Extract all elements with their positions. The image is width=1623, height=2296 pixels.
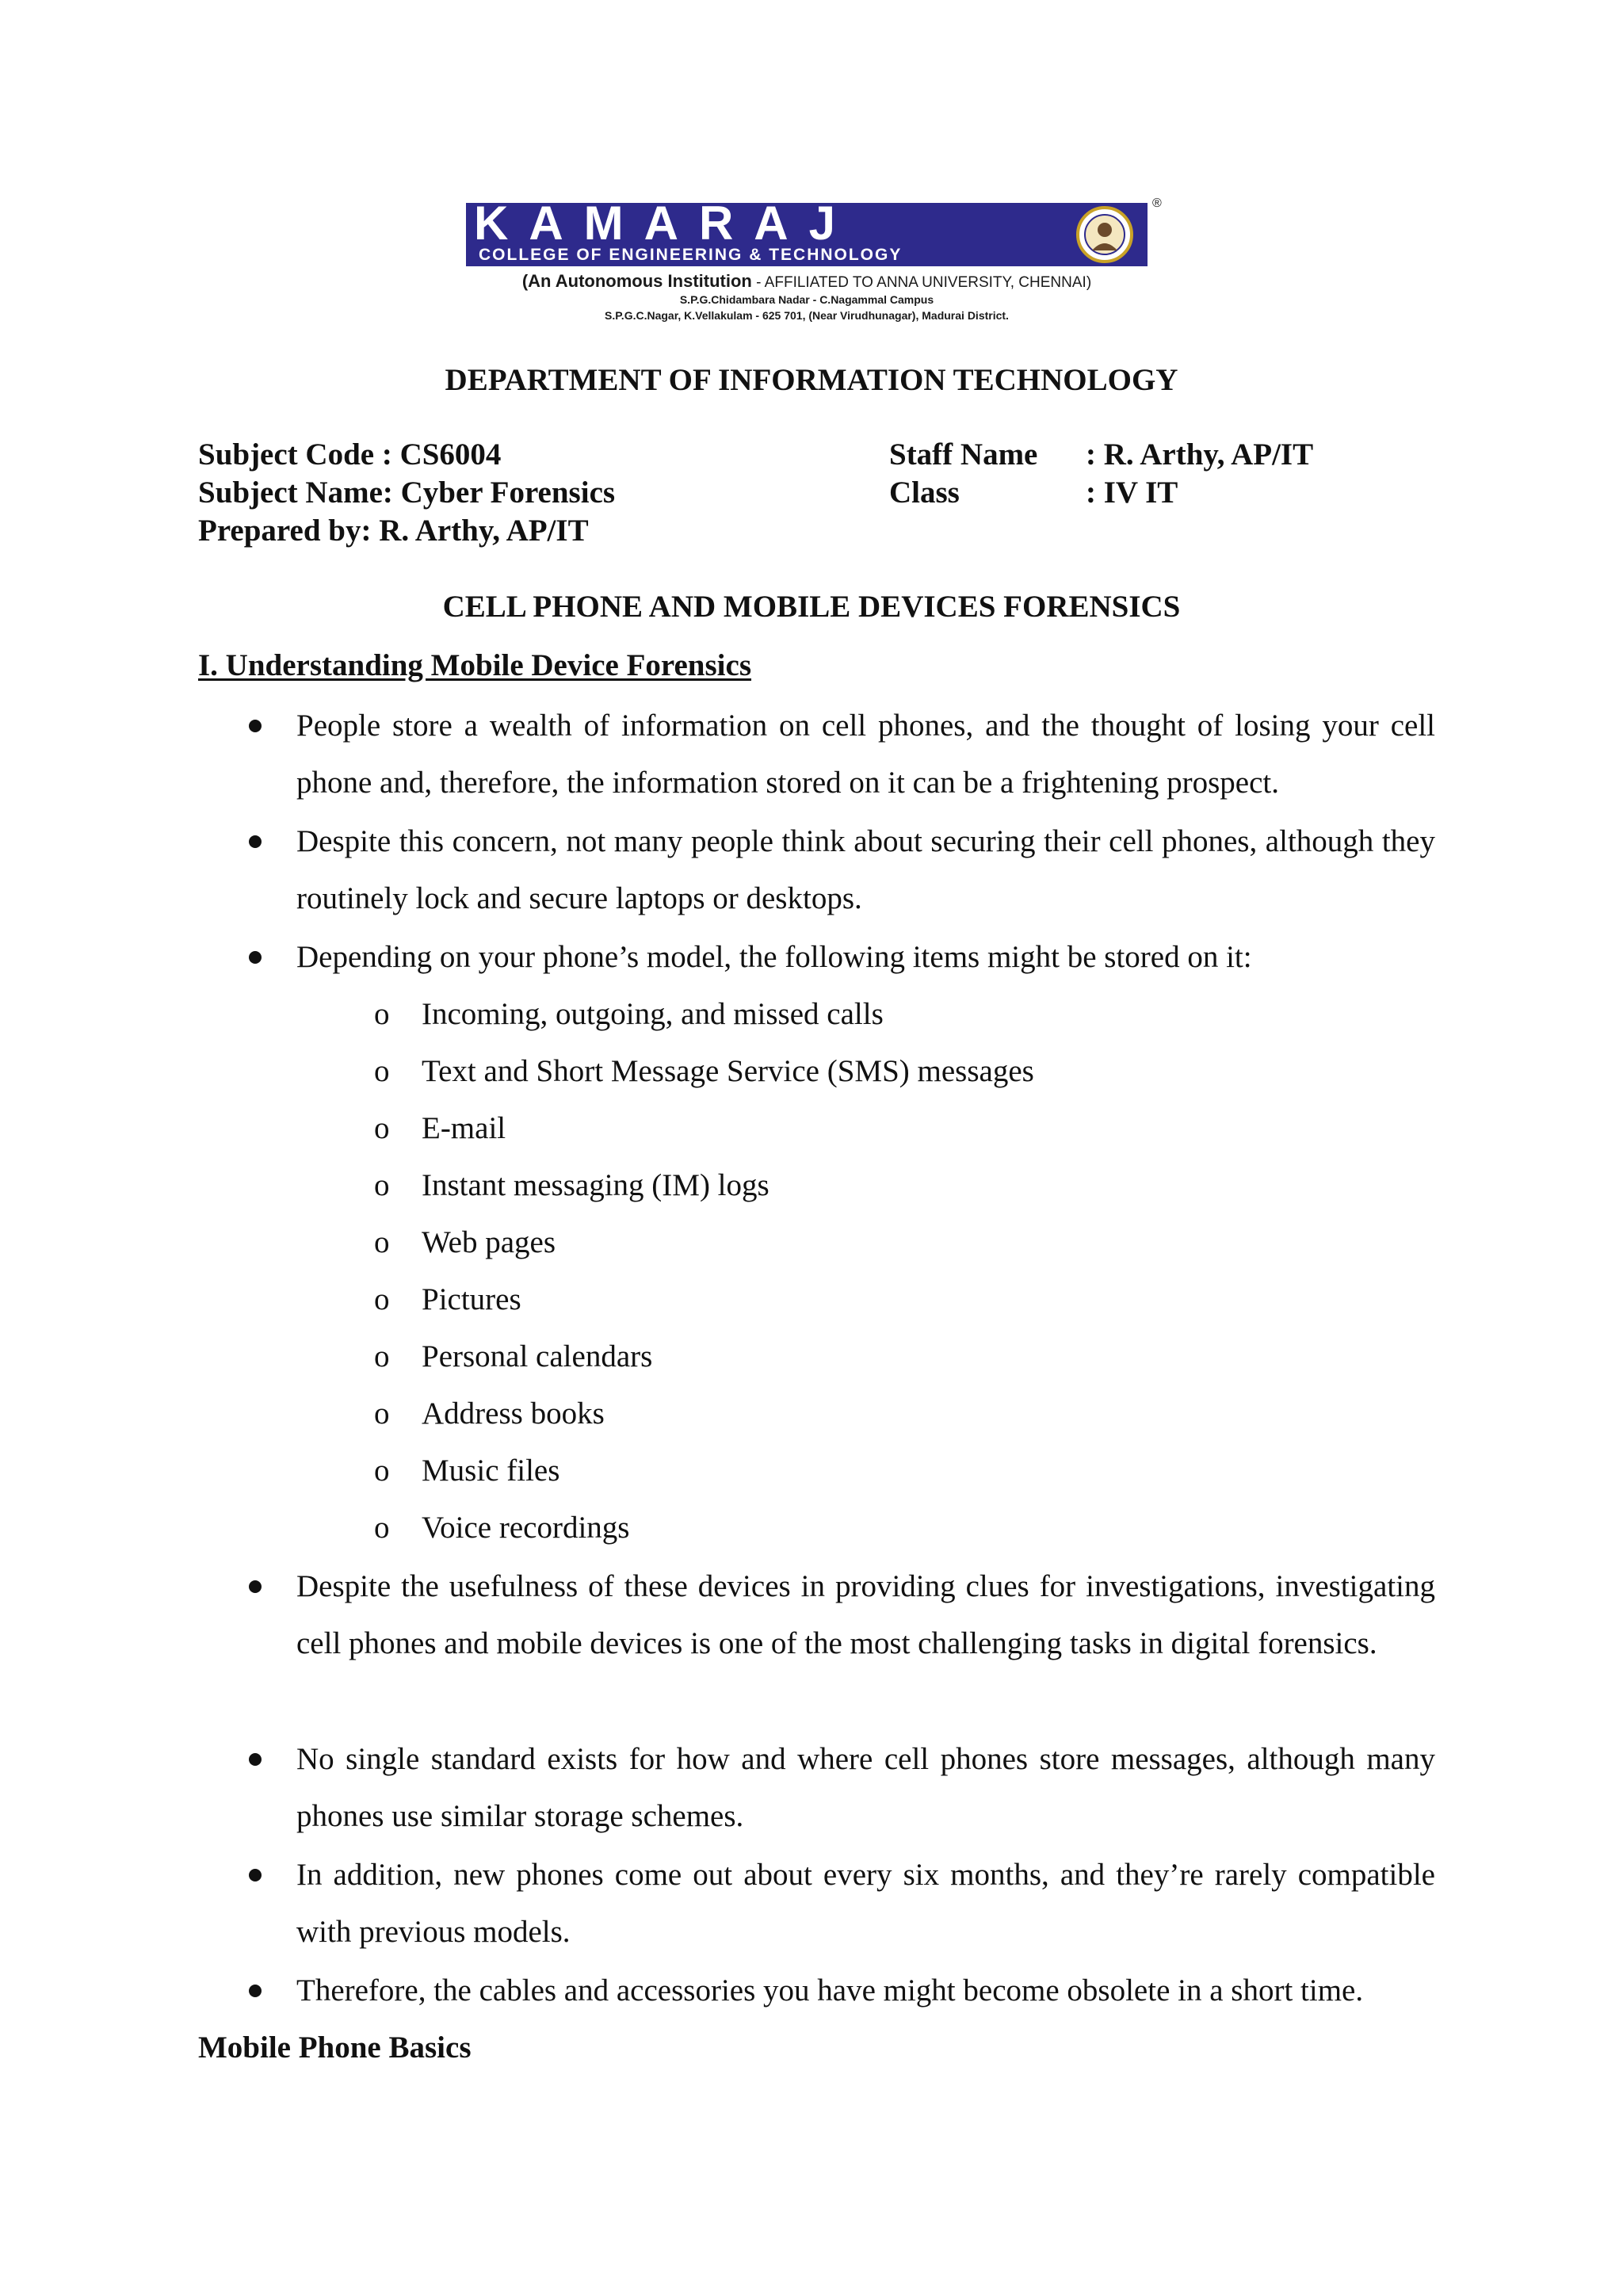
sub-bullet-marker: o [374,1282,390,1316]
bullet-dot-icon [249,720,262,732]
subject-name: Subject Name: Cyber Forensics [198,476,616,510]
sub-bullet-marker: o [374,1054,390,1088]
sub-list-item: Personal calendars [422,1339,653,1373]
sub-list-item: Music files [422,1454,560,1488]
bullet-dot-icon [249,1985,262,1997]
prepared-by: Prepared by: R. Arthy, AP/IT [198,514,589,548]
bullet-item: No single standard exists for how and where cell phones store messages, although many phones use similar storage schemes. [296,1742,1435,1833]
sub-list-item: Incoming, outgoing, and missed calls [422,997,884,1031]
sub-bullet-marker: o [374,1339,390,1373]
mobile-phone-basics-heading: Mobile Phone Basics [198,2030,472,2065]
subject-code: Subject Code : CS6004 [198,437,502,472]
sub-list-item: Address books [422,1396,605,1431]
bullet-dot-icon [249,1580,262,1593]
bullet-item: In addition, new phones come out about every six months, and they’re rarely compatible with previous models. [296,1858,1435,1949]
sub-bullet-marker: o [374,1225,390,1259]
bullet-dot-icon [249,835,262,848]
sub-bullet-marker: o [374,1168,390,1202]
bullet-item: Therefore, the cables and accessories you have might become obsolete in a short time. [296,1973,1364,2008]
logo-college-subtitle: COLLEGE OF ENGINEERING & TECHNOLOGY [479,246,903,264]
logo-autonomous: (An Autonomous Institution [521,271,752,291]
logo-address: S.P.G.C.Nagar, K.Vellakulam - 625 701, (Near Virudhunagar), Madurai District. [605,309,1009,322]
staff-name-value: : R. Arthy, AP/IT [1086,437,1314,472]
registered-mark: ® [1152,197,1162,210]
bullet-dot-icon [249,1753,262,1766]
sub-bullet-marker: o [374,1111,390,1145]
sub-bullet-marker: o [374,1396,390,1431]
logo-campus: S.P.G.Chidambara Nadar - C.Nagammal Campus [679,293,934,306]
department-heading: DEPARTMENT OF INFORMATION TECHNOLOGY [445,363,1178,397]
bullet-dot-icon [249,951,262,964]
bullet-item: People store a wealth of information on cell phones, and the thought of losing your cell phone and, therefore, the information stored on it can be a frightening prospect. [296,709,1435,800]
sub-list-item: Instant messaging (IM) logs [422,1168,769,1202]
section-title: I. Understanding Mobile Device Forensics [198,648,752,682]
sub-list-item: E-mail [422,1111,506,1145]
sub-bullet-marker: o [374,1511,390,1545]
sub-list-item: Text and Short Message Service (SMS) messages [422,1054,1034,1088]
bullet-item: Despite this concern, not many people think about securing their cell phones, although they routinely lock and secure laptops or desktops. [296,824,1435,915]
sub-list-item: Voice recordings [422,1511,630,1545]
bullet-dot-icon [249,1869,262,1881]
sub-bullet-marker: o [374,1454,390,1488]
sub-list-item: Pictures [422,1282,521,1316]
class-label: Class [889,476,960,510]
staff-name-label: Staff Name [889,437,1038,472]
logo-college-name: KAMARAJ [474,197,856,250]
sub-list-item: Web pages [422,1225,556,1259]
sub-bullet-marker: o [374,997,390,1031]
class-value: : IV IT [1086,476,1178,510]
logo-affiliation: - AFFILIATED TO ANNA UNIVERSITY, CHENNAI) [751,274,1092,291]
bullet-item: Despite the usefulness of these devices in providing clues for investigations, investigating cell phones and mobile devices is one of the most challenging tasks in digital forensics. [296,1569,1435,1660]
bullet-item: Depending on your phone’s model, the following items might be stored on it: [296,940,1252,974]
chapter-title: CELL PHONE AND MOBILE DEVICES FORENSICS [442,590,1181,624]
